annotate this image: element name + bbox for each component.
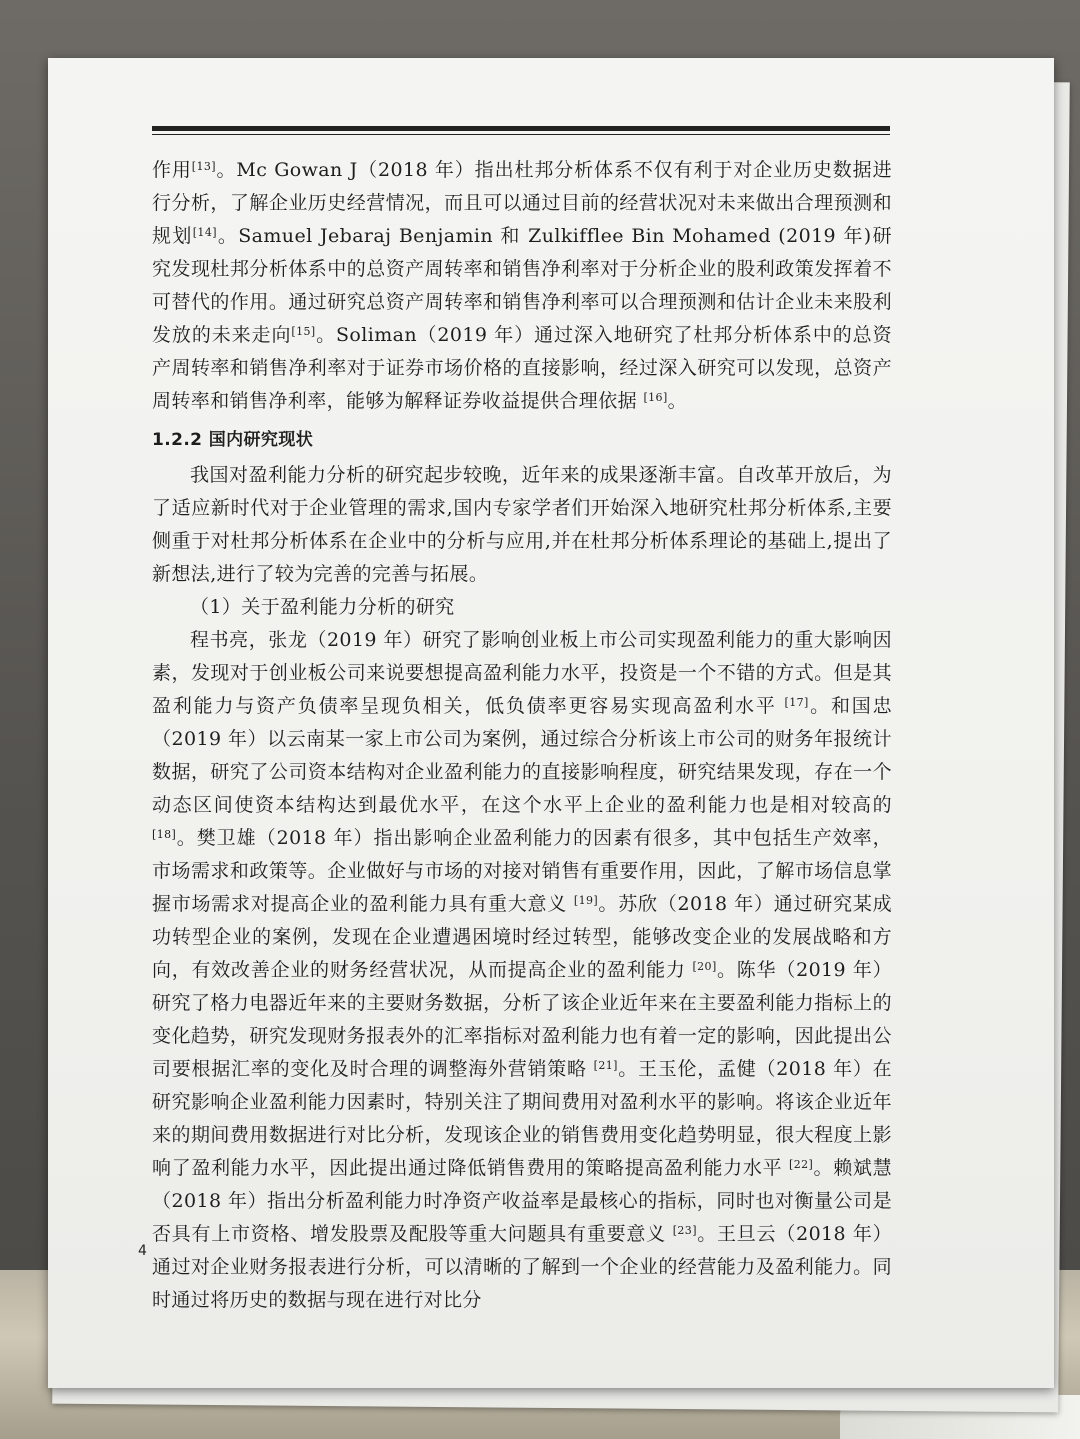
text-run: 。王旦云（2018 年）通过对企业财务报表进行分析，可以清晰的了解到一个企业的经营能力及盈利能力。同时通过将历史的数据与现在进行对比分: [152, 1223, 893, 1311]
citation-ref: [22]: [789, 1158, 814, 1171]
header-rule: [152, 126, 890, 131]
text-run: 。Mc Gowan J（2018 年）指出杜邦分析体系不仅有利于对企业历史数据进行分析，了解企业历史经营情况，而且可以通过目前的经营状况对未来做出合理预测和规划: [152, 159, 892, 247]
text-run: 。Samuel Jebaraj Benjamin 和 Zulkifflee Bin Mohamed (2019 年)研究发现杜邦分析体系中的总资产周转率和销售净利率对于分析企业的股利政策发挥着不可替代的作用。通过研究总资产周转率和销售净利率可以合理预测和估计企业未来股利发放的未来走向: [152, 225, 892, 346]
text-run: 。苏欣（2018 年）通过研究某成功转型企业的案例，发现在企业遭遇困境时经过转型，能够改变企业的发展战略和方向，有效改善企业的财务经营状况，从而提高企业的盈利能力: [152, 893, 892, 981]
text-run: 。和国忠（2019 年）以云南某一家上市公司为案例，通过综合分析该上市公司的财务年报统计数据，研究了公司资本结构对企业盈利能力的直接影响程度，研究结果发现，存在一个动态区间使资本结构达到最优水平，在这个水平上企业的盈利能力也是相对较高的: [152, 695, 892, 816]
citation-ref: [13]: [191, 160, 216, 173]
page-number: 4: [138, 1243, 147, 1259]
paragraph-profitability-research: [152, 624, 892, 1317]
citation-ref: [15]: [291, 325, 316, 338]
subsection-heading: （1）关于盈利能力分析的研究: [190, 596, 455, 618]
document-page: [48, 58, 1054, 1388]
text-run: 。: [667, 390, 688, 412]
section-heading: 1.2.2 国内研究现状: [152, 430, 314, 450]
citation-ref: [14]: [192, 226, 217, 239]
text-run: 。樊卫雄（2018 年）指出影响企业盈利能力的因素有很多，其中包括生产效率，市场需求和政策等。企业做好与市场的对接对销售有重要作用，因此，了解市场信息掌握市场需求对提高企业的盈利能力具有重大意义: [152, 827, 892, 915]
citation-ref: [23]: [672, 1224, 697, 1237]
text-run: 。王玉伦，孟健（2018 年）在研究影响企业盈利能力因素时，特别关注了期间费用对盈利水平的影响。将该企业近年来的期间费用数据进行对比分析，发现该企业的销售费用变化趋势明显，很大程度上影响了盈利能力水平，因此提出通过降低销售费用的策略提高盈利能力水平: [152, 1058, 892, 1179]
citation-ref: [21]: [593, 1059, 618, 1072]
text-run: 程书亮，张龙（2019 年）研究了影响创业板上市公司实现盈利能力的重大影响因素，发现对于创业板公司来说要想提高盈利能力水平，投资是一个不错的方式。但是其盈利能力与资产负债率呈现负相关，低负债率更容易实现高盈利水平: [152, 629, 892, 717]
citation-ref: [19]: [573, 894, 599, 907]
paragraph-domestic-intro: 我国对盈利能力分析的研究起步较晚，近年来的成果逐渐丰富。自改革开放后，为了适应新时代对于企业管理的需求,国内专家学者们开始深入地研究杜邦分析体系,主要侧重于对杜邦分析体系在企业中的分析与应用,并在杜邦分析体系理论的基础上,提出了新想法,进行了较为完善的完善与拓展。: [152, 464, 892, 585]
header-rule-thin: [152, 134, 890, 135]
text-run: 。Soliman（2019 年）通过深入地研究了杜邦分析体系中的总资产周转率和销售净利率对于证券市场价格的直接影响，经过深入研究可以发现，总资产周转率和销售净利率，能够为解释证券收益提供合理依据: [152, 324, 892, 412]
citation-ref: [18]: [152, 828, 177, 841]
page-body: [152, 154, 892, 1317]
text-run: 。陈华（2019 年）研究了格力电器近年来的主要财务数据，分析了该企业近年来在主要盈利能力指标上的变化趋势，研究发现财务报表外的汇率指标对盈利能力也有着一定的影响，因此提出公司要根据汇率的变化及时合理的调整海外营销策略: [152, 959, 893, 1080]
citation-ref: [17]: [784, 696, 809, 709]
citation-ref: [20]: [692, 960, 717, 973]
text-run: 作用: [152, 159, 192, 181]
citation-ref: [16]: [643, 391, 668, 404]
text-run: 。赖斌慧（2018 年）指出分析盈利能力时净资产收益率是最核心的指标，同时也对衡量公司是否具有上市资格、增发股票及配股等重大问题具有重要意义: [152, 1157, 892, 1245]
paragraph-foreign-research: [152, 154, 892, 418]
